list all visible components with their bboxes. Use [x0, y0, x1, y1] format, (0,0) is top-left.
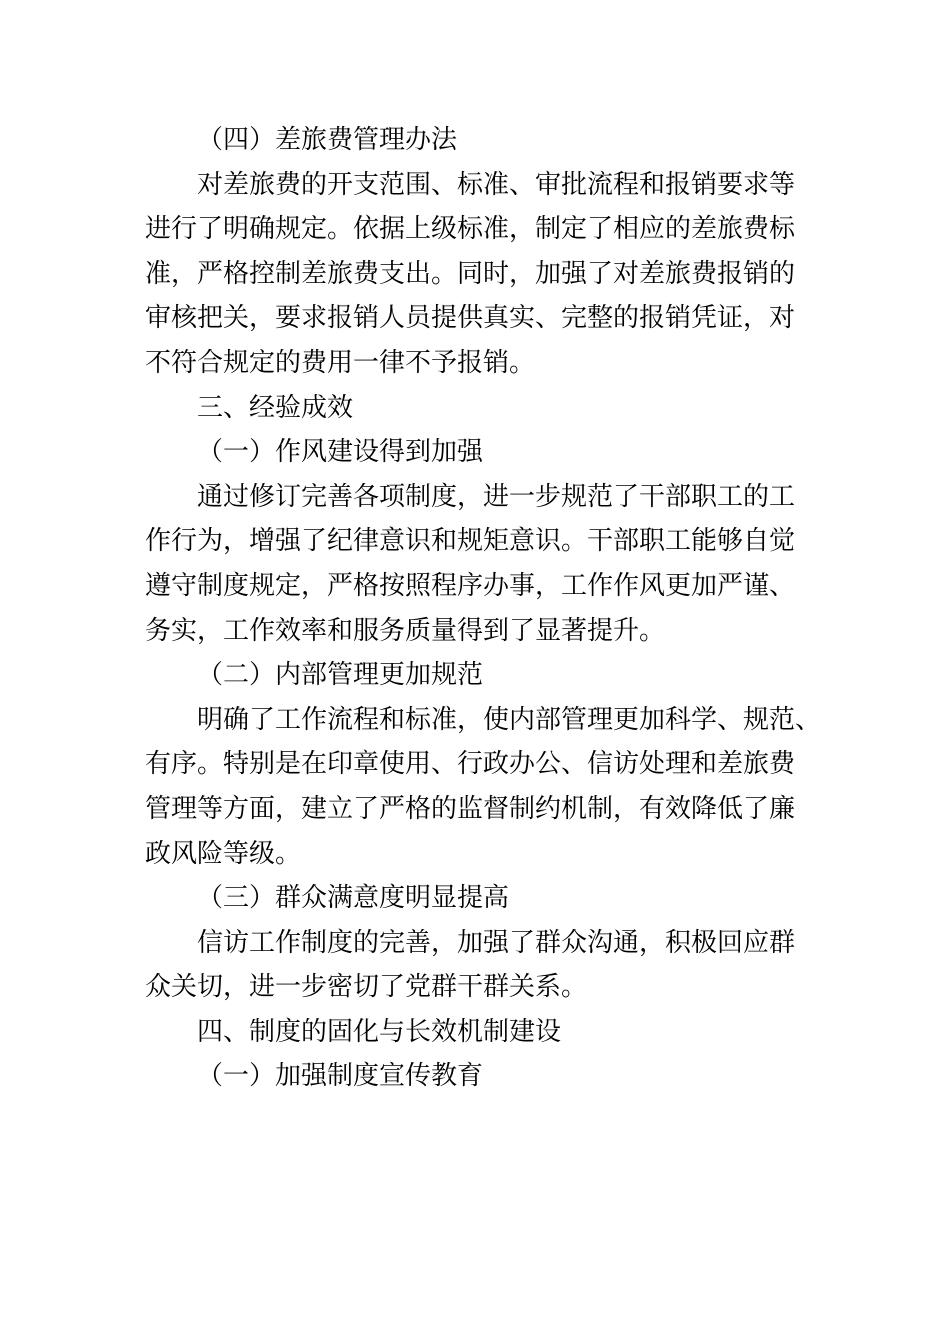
text-line: 进行了明确规定。依据上级标准，制定了相应的差旅费标	[145, 214, 796, 245]
text-line: 不符合规定的费用一律不予报销。	[145, 347, 536, 378]
text-line: 四、制度的固化与长效机制建设	[197, 1016, 562, 1047]
text-line: （二）内部管理更加规范	[197, 660, 484, 691]
text-line: 信访工作制度的完善，加强了群众沟通，积极回应群	[197, 927, 796, 958]
text-line: 遵守制度规定，严格按照程序办事，工作作风更加严谨、	[145, 570, 796, 601]
text-line: （一）加强制度宣传教育	[197, 1061, 484, 1092]
text-line: 三、经验成效	[197, 392, 354, 423]
text-line: 审核把关，要求报销人员提供真实、完整的报销凭证，对	[145, 303, 796, 334]
text-line: 对差旅费的开支范围、标准、审批流程和报销要求等	[197, 169, 796, 200]
text-line: （三）群众满意度明显提高	[197, 883, 510, 914]
document-body	[145, 118, 822, 1099]
text-line: 准，严格控制差旅费支出。同时，加强了对差旅费报销的	[145, 258, 796, 289]
text-line: 务实，工作效率和服务质量得到了显著提升。	[145, 615, 666, 646]
text-line: 政风险等级。	[145, 838, 302, 869]
text-line: 通过修订完善各项制度，进一步规范了干部职工的工	[197, 481, 796, 512]
text-line: 有序。特别是在印章使用、行政办公、信访处理和差旅费	[145, 749, 796, 780]
text-line: （四）差旅费管理办法	[197, 125, 458, 155]
text-line: 众关切，进一步密切了党群干群关系。	[145, 972, 588, 1003]
text-line: （一）作风建设得到加强	[197, 437, 484, 468]
text-line: 明确了工作流程和标准，使内部管理更加科学、规范、	[197, 704, 822, 735]
text-line: 作行为，增强了纪律意识和规矩意识。干部职工能够自觉	[145, 526, 796, 557]
text-line: 管理等方面，建立了严格的监督制约机制，有效降低了廉	[145, 793, 796, 824]
